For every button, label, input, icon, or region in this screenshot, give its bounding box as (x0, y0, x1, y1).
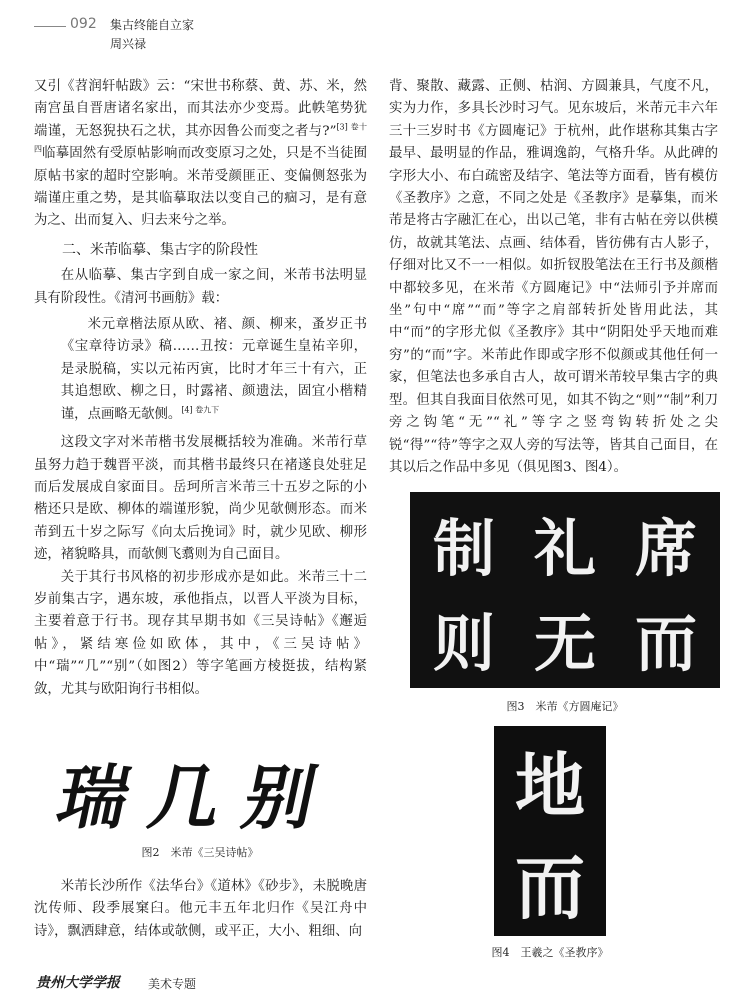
fig3-char-1: 制 (432, 511, 495, 585)
fig3-char-6: 而 (634, 606, 697, 680)
fig2-char-3: 别 (236, 756, 324, 839)
left-column-bottom (34, 876, 367, 943)
fig4-char-2: 而 (515, 845, 585, 929)
paragraph-2: 在从临摹、集古字到自成一家之间，米芾书法明显具有阶段性。《清河书画舫》载： (34, 268, 367, 306)
footnote-ref-2: [4] 卷九下 (181, 405, 220, 415)
paragraph-1-text: 又引《苕润轩帖跋》云：“宋世书称蔡、黄、苏、米，然南宫虽自晋唐诸名家出，而其法亦少变焉。此帙笔势犹端谨，无怒猊抉石之状，其亦因鲁公而变之者与?” (34, 79, 367, 139)
figure-3-caption: 图3 米芾《方圆庵记》 (506, 700, 624, 713)
fig2-char-1: 瑞 (50, 756, 138, 839)
journal-logo: 贵州大学学报 (36, 975, 120, 991)
block-quote (34, 314, 367, 426)
figure-3-image (410, 492, 720, 688)
paragraph-1 (34, 76, 367, 233)
fig2-char-2: 几 (142, 756, 230, 839)
fig3-char-3: 席 (634, 511, 697, 585)
figure-4-caption: 图4 王羲之《圣教序》 (491, 946, 609, 959)
header-rule (34, 26, 66, 27)
paragraph-4: 关于其行书风格的初步形成亦是如此。米芾三十二岁前集古字，遇东坡，承他指点，以晋人平淡为目标，主要着意于行书。现存其早期书如《三吴诗帖》《邂逅帖》，紧结寒俭如欧体，其中，《三吴诗帖》中“瑞”“几”“别”（如图2）等字笔画方棱挺拔，结构紧敛，尤其与欧阳询行书相似。 (34, 569, 367, 697)
paragraph-1-tail: 临摹固然有受原帖影响而改变原习之处，只是不当徒囿原帖书家的超时空影响。米芾受颜匪正、变偏侧怒张为端谨庄重之势，是其临摹取法以变自己的痼习，是有意为之、出而复入、归去来兮之举。 (34, 146, 368, 229)
block-quote-text: 米元章楷法原从欧、褚、颜、柳来，蚤岁正书《宝章待访录》稿……丑按：元章诞生皇祐辛卯，是录脱稿，实以元祐丙寅，比时才年三十有六，正其追想欧、柳之日，时露褚、颜遗法，固宜小楷精谨，点画略无欹侧。 (60, 317, 367, 422)
fig3-char-5: 无 (533, 606, 596, 680)
section-heading: 二、米芾临摹、集古字的阶段性 (62, 241, 258, 258)
page-number: 092 (70, 16, 97, 32)
footer-section: 美术专题 (148, 977, 197, 991)
right-column (389, 76, 718, 479)
paragraph-5: 米芾长沙所作《法华台》《道林》《砂步》，未脱晚唐沈传师、段季展窠臼。他元丰五年北归作《吴江舟中诗》，飘洒肆意，结体或欹侧，或平正，大小、粗细、向 (34, 879, 367, 939)
running-title: 集古终能自立家 (110, 18, 195, 32)
fig3-char-2: 礼 (533, 511, 596, 585)
paragraph-3: 这段文字对米芾楷书发展概括较为准确。米芾行草虽努力趋于魏晋平淡，而其楷书最终只在褚遂良处驻足而后发展成自家面目。岳珂所言米芾三十五岁之际的小楷还只是欧、柳体的端谨形貌，尚少见欹侧形态。而米芾到五十岁之际写《向太后挽词》时，就少见欧、柳形迹，褚貌略具，而欹侧飞翥则为自己面目。 (34, 435, 367, 563)
left-column (34, 76, 367, 701)
figure-4-image (494, 726, 606, 936)
figure-2-caption: 图2 米芾《三吴诗帖》 (141, 846, 259, 859)
figure-2-image (50, 728, 340, 839)
running-author: 周兴禄 (110, 37, 147, 51)
right-paragraph-1: 背、聚散、藏露、正侧、枯润、方圆兼具，气度不凡，实为力作，多具长沙时习气。见东坡后，米芾元丰六年三十三岁时书《方圆庵记》于杭州，此作堪称其集古字最早、最明显的作品，雅调逸韵，气格升华。从此碑的字形大小、布白疏密及结字、笔法等方面看，皆有模仿《圣教序》之意，不同之处是《圣教序》是摹集，而米芾是将古字融汇在心，出以己笔，非有古帖在旁以供模仿，故就其笔法、点画、结体看，皆彷佛有古人影子，仔细对比又不一一相似。如折钗股笔法在王行书及颜楷中都较多见，在米芾《方圆庵记》中“法师引予并席而坐”句中“席”“而”等字之肩部转折处皆用此法，其中“而”的字形尤似《圣教序》其中“阴阳处乎天地而难穷”的“而”字。米芾此作即或字形不似颜或其他任何一家，但笔法也多承自古人，故可谓米芾较早集古字的典型。但其自我面目依然可见，如其不钩之“则”“制”利刀旁之钩笔“无”“礼”等字之竖弯钩转折处之尖锐“得”“待”等字之双人旁的写法等，皆其自己面目，在其以后之作品中多见（俱见图3、图4）。 (389, 79, 718, 475)
footnote-ref-1: [3] 卷十四 (34, 122, 367, 154)
fig3-char-4: 则 (432, 606, 495, 680)
fig4-char-1: 地 (515, 743, 585, 827)
